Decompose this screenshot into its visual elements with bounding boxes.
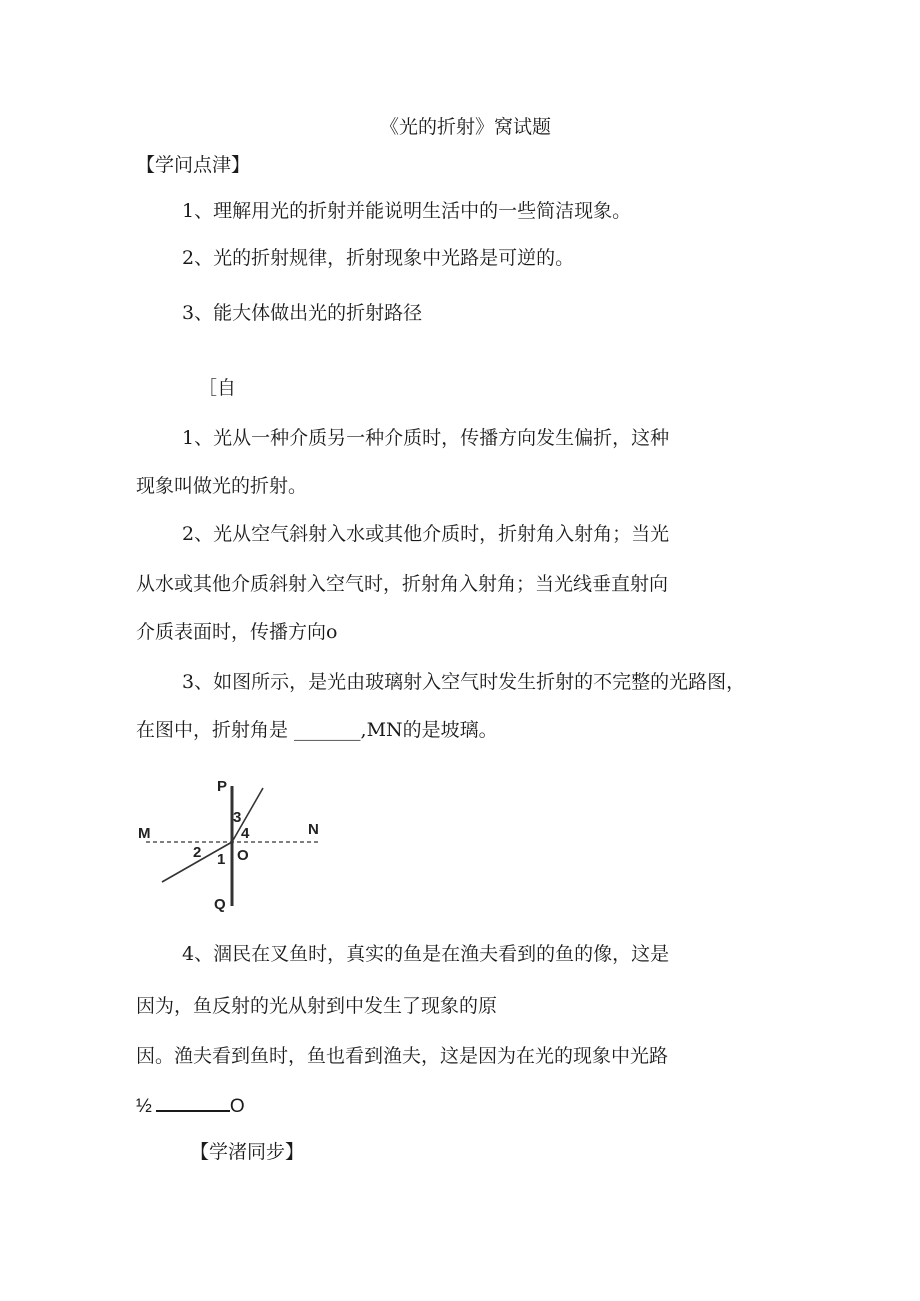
question-4-prefix: ½	[136, 1096, 152, 1117]
self-study-heading: ［自	[198, 377, 237, 399]
label-o: O	[237, 847, 249, 864]
question-3-text-before-blank: 在图中，折射角是	[136, 719, 295, 741]
label-n: N	[308, 821, 319, 838]
label-p: P	[217, 778, 228, 795]
question-4-line-1: 4、涸民在叉鱼时，真实的鱼是在渔夫看到的鱼的像，这是	[182, 943, 670, 965]
refraction-diagram-svg	[136, 772, 336, 912]
question-2-line-3: 介质表面时，传播方向o	[136, 621, 338, 643]
answer-blank-underline	[156, 1092, 230, 1112]
question-4-suffix: O	[229, 1096, 245, 1117]
question-3-line-1: 3、如图所示，是光由玻璃射入空气时发生折射的不完整的光路图，	[182, 671, 746, 693]
question-3-text-after-blank: ,MN的是坡璃。	[360, 719, 498, 741]
angle-label-4: 4	[241, 825, 250, 842]
answer-blank: _______	[294, 719, 361, 741]
angle-label-2: 2	[193, 844, 202, 861]
label-q: Q	[214, 896, 226, 912]
page-title: 《光的折射》窝试题	[380, 116, 552, 138]
question-3-line-2	[136, 718, 498, 742]
knowledge-point-2: 2、光的折射规律，折射现象中光路是可逆的。	[182, 247, 575, 269]
question-2-line-1: 2、光从空气斜射入水或其他介质时，折射角入射角；当光	[182, 523, 670, 545]
question-1-line-1: 1、光从一种介质另一种介质时，传播方向发生偏折，这种	[182, 427, 670, 449]
question-2-line-2: 从水或其他介质斜射入空气时，折射角入射角；当光线垂直射向	[136, 573, 669, 595]
question-1-line-2: 现象叫做光的折射。	[136, 475, 308, 497]
angle-label-1: 1	[217, 851, 226, 868]
question-4-line-4	[136, 1092, 245, 1119]
refraction-diagram	[136, 772, 336, 916]
knowledge-point-3: 3、能大体做出光的折射路径	[182, 302, 423, 324]
label-m: M	[138, 825, 151, 842]
question-4-line-3: 因。渔夫看到鱼时，鱼也看到渔夫，这是因为在光的现象中光路	[136, 1045, 669, 1067]
angle-label-3: 3	[233, 809, 242, 826]
section-heading-sync: 【学渚同步】	[190, 1141, 305, 1163]
knowledge-point-1: 1、理解用光的折射并能说明生活中的一些简洁现象。	[182, 200, 632, 222]
question-4-line-2: 因为，鱼反射的光从射到中发生了现象的原	[136, 995, 498, 1017]
section-heading-knowledge: 【学问点津】	[136, 154, 251, 176]
